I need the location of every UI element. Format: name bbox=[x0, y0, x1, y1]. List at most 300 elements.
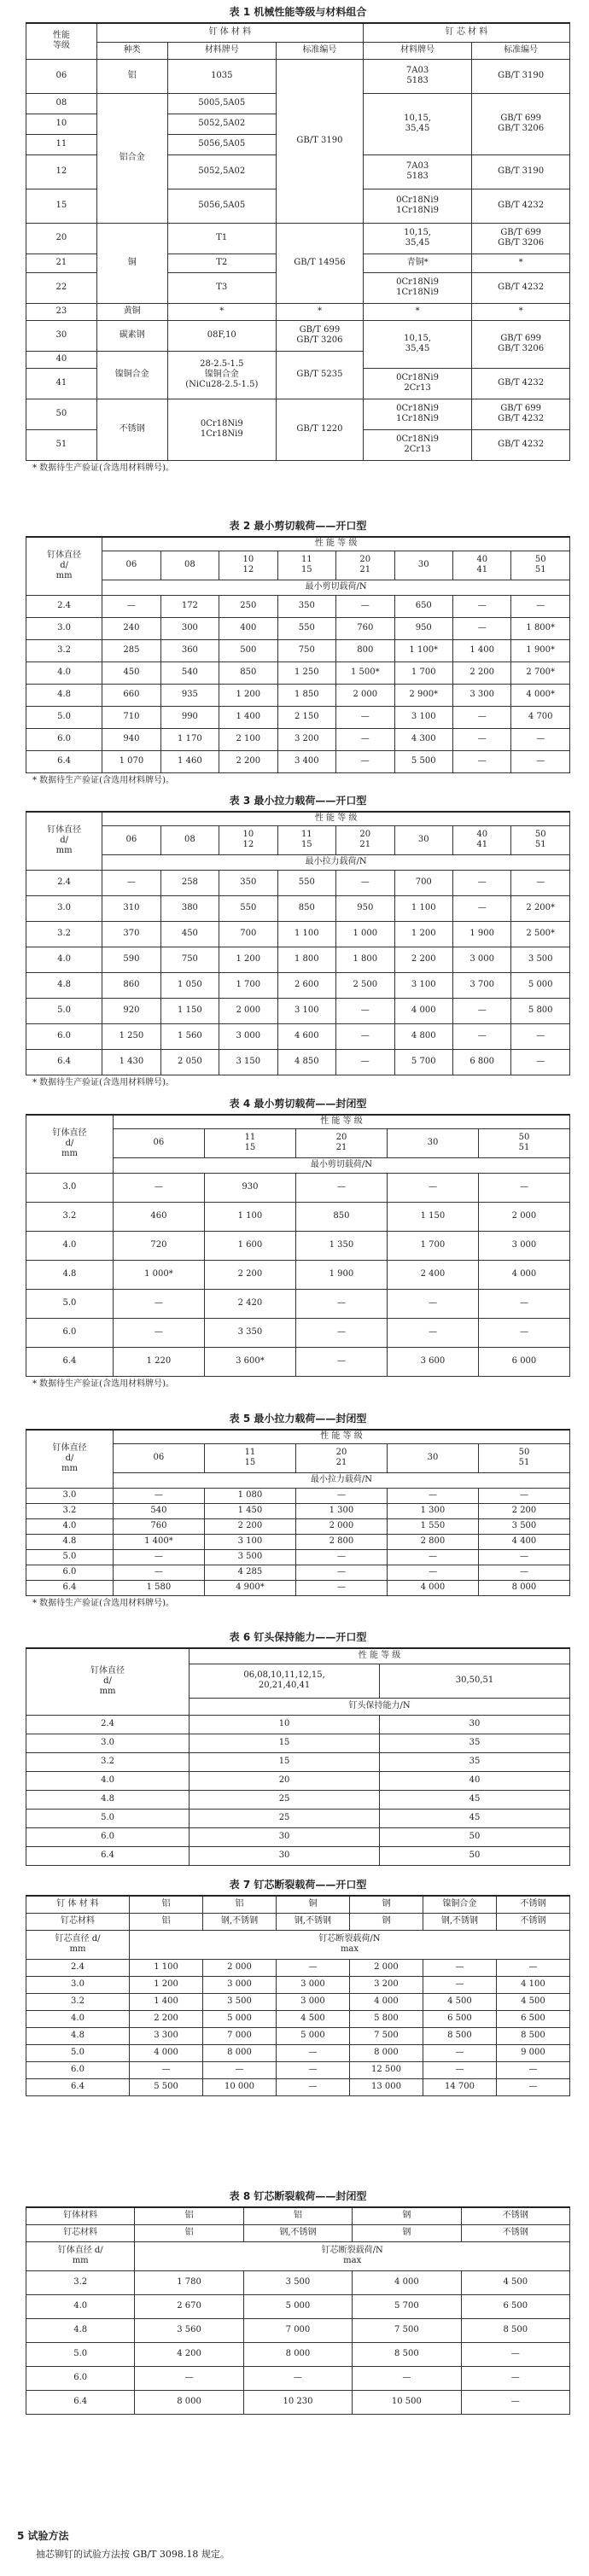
table-row bbox=[26, 2318, 570, 2342]
table-3-caption: 表 3 最小拉力载荷——开口型 bbox=[229, 795, 367, 807]
t2-cell: 800 bbox=[336, 639, 394, 661]
t7-header-body: 钉 体 材 料 bbox=[26, 1896, 130, 1913]
t2-note: * 数据待生产验证(含选用材料牌号)。 bbox=[32, 775, 174, 785]
t1-cell: 10,15, 35,45 bbox=[363, 320, 471, 368]
t1-cell: 0Cr18Ni9 2Cr13 bbox=[363, 368, 471, 399]
t7-cell: — bbox=[276, 1959, 349, 1976]
t2-cell: 1 170 bbox=[160, 728, 219, 750]
t2-cell: 2 200 bbox=[452, 661, 510, 684]
t6-cell: 6.4 bbox=[26, 1846, 190, 1865]
table-row bbox=[26, 1734, 570, 1752]
t8-cell: — bbox=[135, 2366, 243, 2390]
t1-cell: * bbox=[472, 303, 570, 320]
t6-cell: 4.8 bbox=[26, 1790, 190, 1809]
t1-cell: * bbox=[472, 254, 570, 272]
t3-cell: 550 bbox=[277, 870, 335, 895]
t4-cell: — bbox=[478, 1289, 569, 1318]
t3-cell: 2 500 bbox=[336, 972, 394, 998]
t3-cell: — bbox=[102, 870, 160, 895]
t1-cell: 5056,5A05 bbox=[167, 189, 276, 223]
t4-cell: 1 700 bbox=[387, 1231, 478, 1260]
t7-cell: 1 400 bbox=[130, 1993, 203, 2010]
t3-cell: 3 000 bbox=[452, 947, 510, 972]
t5-grade: 11 15 bbox=[204, 1443, 295, 1472]
t3-cell: 920 bbox=[102, 998, 160, 1023]
t2-cell: 2 700* bbox=[511, 661, 570, 684]
t2-cell: 550 bbox=[277, 617, 335, 639]
t5-cell: 1 300 bbox=[295, 1503, 387, 1518]
t2-cell: 1 500* bbox=[336, 661, 394, 684]
t8-cell: 8 500 bbox=[353, 2342, 461, 2366]
t2-cell: 850 bbox=[219, 661, 277, 684]
t1-cell: T3 bbox=[167, 272, 276, 303]
t4-body bbox=[26, 1173, 570, 1376]
t4-cell: 4.0 bbox=[26, 1231, 114, 1260]
table-6 bbox=[26, 1647, 570, 1866]
t3-cell: 3 500 bbox=[511, 947, 570, 972]
t6-cell: 3.2 bbox=[26, 1752, 190, 1771]
t3-grade: 08 bbox=[160, 825, 219, 854]
t1-note: * 数据待生产验证(含选用材料牌号)。 bbox=[32, 463, 174, 473]
table-row bbox=[26, 895, 570, 921]
t8-cell: 4 200 bbox=[135, 2342, 243, 2366]
t6-cell: 25 bbox=[190, 1809, 380, 1827]
t1-cell: GB/T 1220 bbox=[276, 399, 363, 460]
t4-cell: — bbox=[113, 1173, 204, 1202]
t4-cell: 6.0 bbox=[26, 1318, 114, 1347]
t1-cell: GB/T 3190 bbox=[472, 59, 570, 93]
t2-cell: 2 100 bbox=[219, 728, 277, 750]
t2-cell: 6.0 bbox=[26, 728, 102, 750]
t2-cell: 350 bbox=[277, 595, 335, 617]
t6-header-grade: 性 能 等 级 bbox=[190, 1648, 570, 1664]
t2-cell: 285 bbox=[102, 639, 160, 661]
t1-cell: GB/T 699 GB/T 3206 bbox=[472, 320, 570, 368]
t2-cell: 172 bbox=[160, 595, 219, 617]
t3-grade: 20 21 bbox=[336, 825, 394, 854]
t7-header-unit: 钉芯断裂载荷/N max bbox=[130, 1930, 570, 1959]
t5-header-grade: 性 能 等 级 bbox=[113, 1430, 569, 1443]
t7-cell: — bbox=[496, 1959, 569, 1976]
t3-cell: 450 bbox=[160, 921, 219, 947]
t7-core-material: 钢,不锈钢 bbox=[423, 1913, 496, 1930]
t7-core-material: 钢 bbox=[349, 1913, 423, 1930]
t1-cell: GB/T 699 GB/T 3206 bbox=[472, 223, 570, 254]
t2-grade: 06 bbox=[102, 551, 160, 580]
t8-header-body: 钉体材料 bbox=[26, 2207, 135, 2224]
t1-cell: 23 bbox=[26, 303, 97, 320]
t7-cell: 12 500 bbox=[349, 2061, 423, 2078]
t5-cell: — bbox=[478, 1488, 569, 1503]
t8-cell: 5 700 bbox=[353, 2294, 461, 2318]
t1-cell: 镍铜合金 bbox=[96, 351, 167, 399]
t7-body-material: 钢 bbox=[349, 1896, 423, 1913]
t7-cell: 7 500 bbox=[349, 2027, 423, 2044]
t6-cell: 30 bbox=[190, 1827, 380, 1846]
t3-cell: 5 000 bbox=[511, 972, 570, 998]
t4-grade: 11 15 bbox=[204, 1128, 295, 1157]
t3-grade: 11 15 bbox=[277, 825, 335, 854]
t2-cell: 3.2 bbox=[26, 639, 102, 661]
t7-cell: 5 000 bbox=[203, 2010, 277, 2027]
t2-grade: 30 bbox=[394, 551, 452, 580]
t8-cell: 2 670 bbox=[135, 2294, 243, 2318]
t2-cell: 940 bbox=[102, 728, 160, 750]
table-row bbox=[26, 998, 570, 1023]
t2-cell: 950 bbox=[394, 617, 452, 639]
t4-cell: 5.0 bbox=[26, 1289, 114, 1318]
t4-note: * 数据待生产验证(含选用材料牌号)。 bbox=[32, 1378, 174, 1389]
t3-cell: 2.4 bbox=[26, 870, 102, 895]
t4-cell: 720 bbox=[113, 1231, 204, 1260]
table-row bbox=[26, 1959, 570, 1976]
t5-cell: 5.0 bbox=[26, 1549, 114, 1565]
t1-cell: 7A03 5183 bbox=[363, 59, 471, 93]
table-row bbox=[26, 2078, 570, 2095]
t4-grade: 30 bbox=[387, 1128, 478, 1157]
t1-cell: GB/T 4232 bbox=[472, 189, 570, 223]
t1-header-grade: 性能 等级 bbox=[26, 23, 97, 59]
t7-cell: 3 200 bbox=[349, 1976, 423, 1993]
t5-cell: 6.4 bbox=[26, 1580, 114, 1595]
t1-cell: 20 bbox=[26, 223, 97, 254]
t7-cell: 2.4 bbox=[26, 1959, 130, 1976]
t3-grade: 40 41 bbox=[452, 825, 510, 854]
t4-cell: 6.4 bbox=[26, 1347, 114, 1376]
table-row bbox=[26, 1846, 570, 1865]
table-row bbox=[26, 639, 570, 661]
t1-cell: 11 bbox=[26, 134, 97, 154]
table-row bbox=[26, 921, 570, 947]
t6-cell: 3.0 bbox=[26, 1734, 190, 1752]
t5-cell: 1 580 bbox=[113, 1580, 204, 1595]
t2-body bbox=[26, 595, 570, 772]
t2-cell: — bbox=[511, 595, 570, 617]
t5-cell: — bbox=[295, 1565, 387, 1580]
table-row bbox=[26, 1049, 570, 1075]
t1-cell: 5052,5A02 bbox=[167, 114, 276, 134]
t6-cell: 30 bbox=[380, 1715, 570, 1734]
t8-cell: 10 500 bbox=[353, 2390, 461, 2414]
t3-cell: 850 bbox=[277, 895, 335, 921]
t3-cell: 1 100 bbox=[394, 895, 452, 921]
t3-cell: — bbox=[336, 1049, 394, 1075]
table-row bbox=[26, 661, 570, 684]
t7-cell: 6.0 bbox=[26, 2061, 130, 2078]
table-5-section bbox=[26, 1412, 570, 1610]
t4-grade: 50 51 bbox=[478, 1128, 569, 1157]
t2-cell: 650 bbox=[394, 595, 452, 617]
t7-core-material: 钢,不锈钢 bbox=[276, 1913, 349, 1930]
t4-cell: 3.2 bbox=[26, 1202, 114, 1231]
t3-cell: 1 900 bbox=[452, 921, 510, 947]
table-row bbox=[26, 2061, 570, 2078]
t1-cell: 50 bbox=[26, 399, 97, 429]
t4-cell: 4.8 bbox=[26, 1260, 114, 1289]
t4-cell: 1 350 bbox=[295, 1231, 387, 1260]
table-row bbox=[26, 1827, 570, 1846]
t4-cell: 2 200 bbox=[204, 1260, 295, 1289]
t3-cell: 860 bbox=[102, 972, 160, 998]
t2-cell: 1 100* bbox=[394, 639, 452, 661]
t3-cell: 1 430 bbox=[102, 1049, 160, 1075]
t4-cell: — bbox=[387, 1173, 478, 1202]
t4-cell: — bbox=[387, 1289, 478, 1318]
table-row bbox=[26, 728, 570, 750]
t8-header-core: 钉芯材料 bbox=[26, 2224, 135, 2241]
t2-cell: 250 bbox=[219, 595, 277, 617]
t1-cell: 21 bbox=[26, 254, 97, 272]
t2-cell: — bbox=[336, 706, 394, 728]
table-7-section bbox=[26, 1878, 570, 2096]
t4-cell: — bbox=[113, 1289, 204, 1318]
t8-cell: 8 000 bbox=[135, 2390, 243, 2414]
t2-cell: 3.0 bbox=[26, 617, 102, 639]
t7-cell: 5 000 bbox=[276, 2027, 349, 2044]
t1-cell: 08F,10 bbox=[167, 320, 276, 351]
t5-header-diameter: 钉体直径 d/ mm bbox=[26, 1430, 114, 1488]
t5-cell: 2 200 bbox=[204, 1518, 295, 1534]
t6-cell: 50 bbox=[380, 1827, 570, 1846]
t3-cell: 1 560 bbox=[160, 1023, 219, 1049]
table-row bbox=[26, 2044, 570, 2061]
t2-header-grade: 性 能 等 级 bbox=[102, 537, 570, 551]
table-row bbox=[26, 1347, 570, 1376]
t7-cell: — bbox=[423, 2044, 496, 2061]
t7-cell: 9 000 bbox=[496, 2044, 569, 2061]
table-row bbox=[26, 1318, 570, 1347]
t6-header-diameter: 钉体直径 d/ mm bbox=[26, 1648, 190, 1715]
t2-cell: 2 150 bbox=[277, 706, 335, 728]
t8-header-diameter: 钉体直径 d/ mm bbox=[26, 2241, 135, 2270]
table-row bbox=[26, 972, 570, 998]
t8-cell: 8 500 bbox=[461, 2318, 569, 2342]
t1-cell: GB/T 4232 bbox=[472, 368, 570, 399]
t2-cell: 4.8 bbox=[26, 684, 102, 706]
t5-header-unit: 最小拉力载荷/N bbox=[113, 1472, 569, 1488]
t3-cell: 1 000 bbox=[336, 921, 394, 947]
t8-body-material: 铝 bbox=[135, 2207, 243, 2224]
t7-body-material: 不锈钢 bbox=[496, 1896, 569, 1913]
t1-cell: 5052,5A02 bbox=[167, 154, 276, 189]
t3-cell: 1 800 bbox=[277, 947, 335, 972]
t5-note: * 数据待生产验证(含选用材料牌号)。 bbox=[32, 1598, 174, 1608]
t6-cell: 50 bbox=[380, 1846, 570, 1865]
t5-cell: — bbox=[478, 1549, 569, 1565]
t5-cell: 1 300 bbox=[387, 1503, 478, 1518]
t3-cell: 750 bbox=[160, 947, 219, 972]
t5-cell: 3 500 bbox=[204, 1549, 295, 1565]
t5-cell: 540 bbox=[113, 1503, 204, 1518]
t6-cell: 35 bbox=[380, 1734, 570, 1752]
t3-cell: 3 100 bbox=[394, 972, 452, 998]
t4-cell: 1 900 bbox=[295, 1260, 387, 1289]
table-row bbox=[26, 1023, 570, 1049]
t2-cell: 450 bbox=[102, 661, 160, 684]
t3-cell: — bbox=[336, 998, 394, 1023]
t4-cell: — bbox=[478, 1318, 569, 1347]
t8-cell: 4.8 bbox=[26, 2318, 135, 2342]
t8-body-material: 铝 bbox=[243, 2207, 352, 2224]
t7-cell: 6.4 bbox=[26, 2078, 130, 2095]
t5-cell: 2 800 bbox=[295, 1534, 387, 1549]
t2-cell: 300 bbox=[160, 617, 219, 639]
t3-cell: 2 600 bbox=[277, 972, 335, 998]
t4-cell: 1 220 bbox=[113, 1347, 204, 1376]
t8-body-material: 钢 bbox=[353, 2207, 461, 2224]
t4-cell: — bbox=[113, 1318, 204, 1347]
t3-cell: 1 700 bbox=[219, 972, 277, 998]
t3-cell: 590 bbox=[102, 947, 160, 972]
t6-cell: 20 bbox=[190, 1771, 380, 1790]
t2-cell: 500 bbox=[219, 639, 277, 661]
t7-cell: 1 200 bbox=[130, 1976, 203, 1993]
t1-cell: * bbox=[363, 303, 471, 320]
t7-cell: 2 200 bbox=[130, 2010, 203, 2027]
t3-cell: 6 800 bbox=[452, 1049, 510, 1075]
t1-cell: 41 bbox=[26, 368, 97, 399]
t1-cell: 15 bbox=[26, 189, 97, 223]
t4-cell: 2 400 bbox=[387, 1260, 478, 1289]
t7-cell: 4 500 bbox=[423, 1993, 496, 2010]
t7-cell: 6 500 bbox=[423, 2010, 496, 2027]
t1-cell: 5056,5A05 bbox=[167, 134, 276, 154]
t8-cell: 4 000 bbox=[353, 2270, 461, 2294]
t8-header-unit: 钉芯断裂载荷/N max bbox=[135, 2241, 570, 2270]
t7-header-core: 钉芯材料 bbox=[26, 1913, 130, 1930]
t3-cell: 3.0 bbox=[26, 895, 102, 921]
t1-header-kind: 种类 bbox=[96, 42, 167, 59]
t4-cell: 460 bbox=[113, 1202, 204, 1231]
t4-cell: 2 000 bbox=[478, 1202, 569, 1231]
t5-cell: 4 900* bbox=[204, 1580, 295, 1595]
t7-cell: — bbox=[276, 2061, 349, 2078]
table-row bbox=[26, 947, 570, 972]
t5-cell: — bbox=[295, 1580, 387, 1595]
t3-cell: 6.4 bbox=[26, 1049, 102, 1075]
t3-cell: 3 150 bbox=[219, 1049, 277, 1075]
t5-cell: — bbox=[113, 1549, 204, 1565]
t4-cell: 6 000 bbox=[478, 1347, 569, 1376]
t2-cell: — bbox=[452, 617, 510, 639]
t6-cell: 30 bbox=[190, 1846, 380, 1865]
t7-cell: 4 500 bbox=[496, 1993, 569, 2010]
t7-cell: 4 000 bbox=[130, 2044, 203, 2061]
t3-cell: 4 850 bbox=[277, 1049, 335, 1075]
t2-cell: 400 bbox=[219, 617, 277, 639]
t5-cell: 2 000 bbox=[295, 1518, 387, 1534]
t6-cell: 5.0 bbox=[26, 1809, 190, 1827]
t3-cell: 2 200* bbox=[511, 895, 570, 921]
t1-cell: * bbox=[276, 303, 363, 320]
t5-cell: 4 285 bbox=[204, 1565, 295, 1580]
t5-cell: — bbox=[387, 1565, 478, 1580]
t2-cell: — bbox=[452, 595, 510, 617]
table-8-section bbox=[26, 2189, 570, 2415]
t1-cell: 5005,5A05 bbox=[167, 93, 276, 114]
t5-cell: 8 000 bbox=[478, 1580, 569, 1595]
t1-header-material: 材料牌号 bbox=[167, 42, 276, 59]
t7-core-material: 铝 bbox=[130, 1913, 203, 1930]
t2-header-diameter: 钉体直径 d/ mm bbox=[26, 537, 102, 595]
t6-cell: 10 bbox=[190, 1715, 380, 1734]
t1-cell: 22 bbox=[26, 272, 97, 303]
t2-cell: — bbox=[102, 595, 160, 617]
t5-cell: 4.8 bbox=[26, 1534, 114, 1549]
t8-body bbox=[26, 2270, 570, 2414]
t2-cell: 2 200 bbox=[219, 750, 277, 772]
t2-grade: 08 bbox=[160, 551, 219, 580]
t7-cell: — bbox=[423, 1976, 496, 1993]
table-4-section bbox=[26, 1097, 570, 1390]
table-row bbox=[26, 1771, 570, 1790]
t1-cell: GB/T 14956 bbox=[276, 223, 363, 303]
t3-cell: 4 600 bbox=[277, 1023, 335, 1049]
t2-cell: 1 070 bbox=[102, 750, 160, 772]
t4-cell: 3 600 bbox=[387, 1347, 478, 1376]
t5-cell: 4 000 bbox=[387, 1580, 478, 1595]
t1-cell: GB/T 3190 bbox=[472, 154, 570, 189]
t2-cell: — bbox=[511, 750, 570, 772]
table-row bbox=[26, 1260, 570, 1289]
t4-cell: 930 bbox=[204, 1173, 295, 1202]
t1-cell: 铜 bbox=[96, 223, 167, 303]
t5-cell: 1 400* bbox=[113, 1534, 204, 1549]
t1-header-body: 钉 体 材 料 bbox=[96, 23, 363, 42]
t1-header-standard: 标准编号 bbox=[276, 42, 363, 59]
t7-cell: 3 000 bbox=[276, 1993, 349, 2010]
t2-cell: — bbox=[452, 728, 510, 750]
t7-cell: 3.2 bbox=[26, 1993, 130, 2010]
t1-cell: 10,15, 35,45 bbox=[363, 223, 471, 254]
t7-cell: 8 500 bbox=[496, 2027, 569, 2044]
t2-grade: 50 51 bbox=[511, 551, 570, 580]
table-row bbox=[26, 1503, 570, 1518]
t3-cell: 700 bbox=[394, 870, 452, 895]
table-row bbox=[26, 750, 570, 772]
t2-cell: — bbox=[336, 750, 394, 772]
t3-cell: 4.0 bbox=[26, 947, 102, 972]
t3-cell: — bbox=[336, 1023, 394, 1049]
t7-cell: 2 000 bbox=[349, 1959, 423, 1976]
t3-cell: 2 200 bbox=[394, 947, 452, 972]
t7-core-material: 钢,不锈钢 bbox=[203, 1913, 277, 1930]
t5-cell: 6.0 bbox=[26, 1565, 114, 1580]
table-row bbox=[26, 1790, 570, 1809]
t7-cell: 3 300 bbox=[130, 2027, 203, 2044]
t3-cell: 6.0 bbox=[26, 1023, 102, 1049]
t7-cell: 4 100 bbox=[496, 1976, 569, 1993]
table-3-section bbox=[26, 794, 570, 1089]
table-7 bbox=[26, 1895, 570, 2096]
t5-grade: 06 bbox=[113, 1443, 204, 1472]
t8-cell: — bbox=[461, 2366, 569, 2390]
t7-body bbox=[26, 1959, 570, 2095]
t3-cell: 310 bbox=[102, 895, 160, 921]
t5-cell: 4 400 bbox=[478, 1534, 569, 1549]
t3-cell: 5 700 bbox=[394, 1049, 452, 1075]
table-row bbox=[26, 2342, 570, 2366]
t3-cell: 4 800 bbox=[394, 1023, 452, 1049]
t3-cell: — bbox=[452, 895, 510, 921]
t1-cell: 12 bbox=[26, 154, 97, 189]
t1-cell: GB/T 699 GB/T 3206 bbox=[276, 320, 363, 351]
t8-cell: 7 500 bbox=[353, 2318, 461, 2342]
t8-cell: 4.0 bbox=[26, 2294, 135, 2318]
t3-cell: 3.2 bbox=[26, 921, 102, 947]
t1-cell: 0Cr18Ni9 1Cr18Ni9 bbox=[363, 272, 471, 303]
t1-cell: T1 bbox=[167, 223, 276, 254]
